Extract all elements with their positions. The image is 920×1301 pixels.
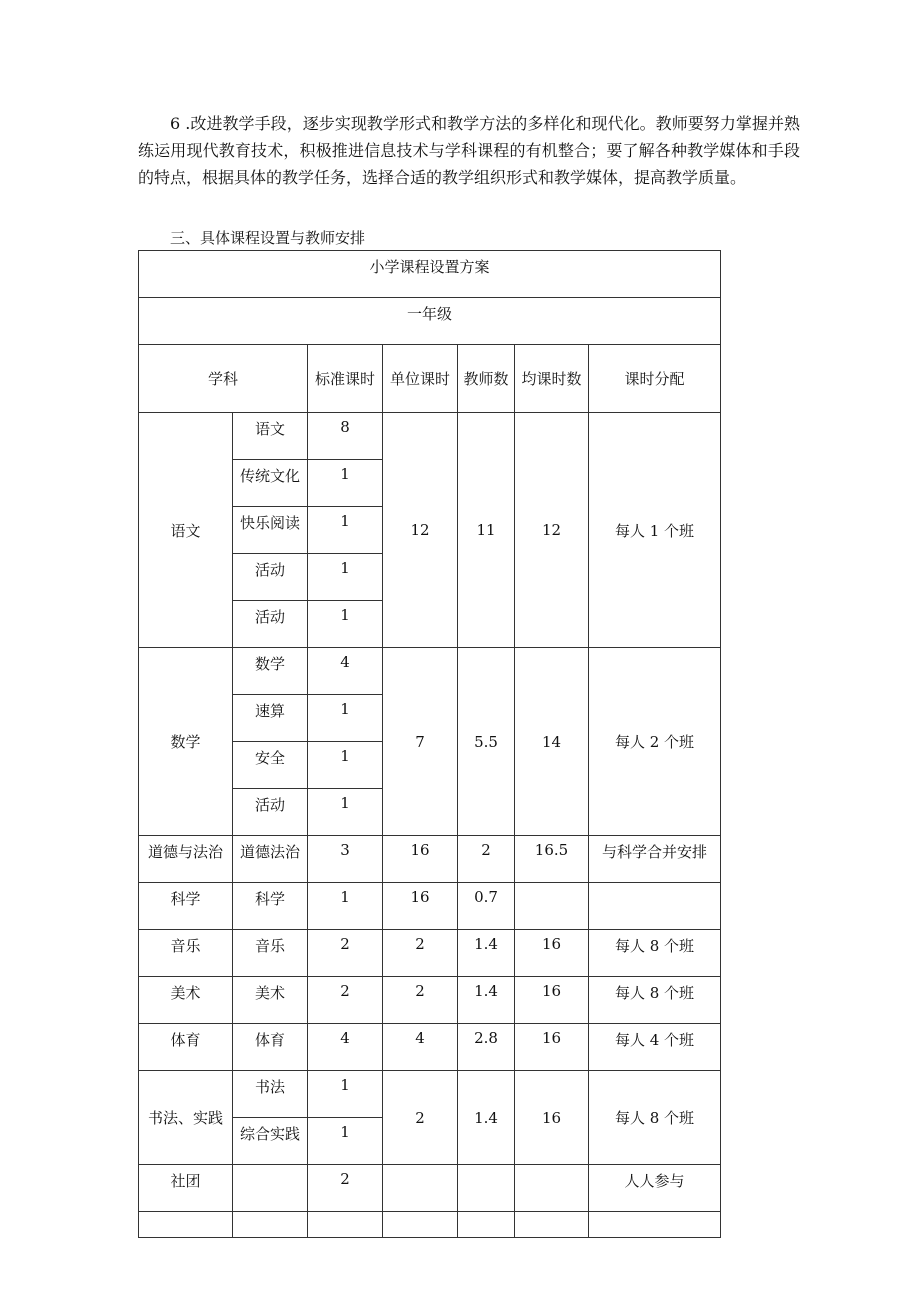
standard-hours: 2 <box>308 930 383 977</box>
allocation <box>589 883 721 930</box>
header-subject: 学科 <box>139 345 308 413</box>
standard-hours: 2 <box>308 1165 383 1212</box>
unit-hours: 7 <box>383 648 458 836</box>
subject-art: 美术 <box>139 977 233 1024</box>
standard-hours: 1 <box>308 883 383 930</box>
teacher-count: 1.4 <box>458 1071 515 1165</box>
empty-cell <box>308 1212 383 1238</box>
table-title-row <box>139 251 721 298</box>
table-row <box>139 1024 721 1071</box>
allocation: 每人 2 个班 <box>589 648 721 836</box>
body-paragraph: 6 .改进教学手段，逐步实现教学形式和教学方法的多样化和现代化。教师要努力掌握并熟练运用现代教育技术，积极推进信息技术与学科课程的有机整合；要了解各种教学媒体和手段的特点，根据具体的教学任务，选择合适的教学组织形式和教学媒体，提高教学质量。 <box>138 114 800 187</box>
subject-music: 音乐 <box>139 930 233 977</box>
empty-cell <box>458 1212 515 1238</box>
allocation: 每人 1 个班 <box>589 413 721 648</box>
table-row <box>139 977 721 1024</box>
allocation: 与科学合并安排 <box>589 836 721 883</box>
standard-hours: 4 <box>308 1024 383 1071</box>
standard-hours: 1 <box>308 601 383 648</box>
sub-subject: 语文 <box>233 413 308 460</box>
standard-hours: 1 <box>308 1118 383 1165</box>
table-row <box>139 648 721 695</box>
standard-hours: 1 <box>308 742 383 789</box>
unit-hours: 16 <box>383 883 458 930</box>
unit-hours: 2 <box>383 977 458 1024</box>
sub-subject: 道德法治 <box>233 836 308 883</box>
standard-hours: 1 <box>308 507 383 554</box>
standard-hours: 1 <box>308 695 383 742</box>
empty-row <box>139 1212 721 1238</box>
empty-cell <box>589 1212 721 1238</box>
sub-subject: 美术 <box>233 977 308 1024</box>
sub-subject: 活动 <box>233 601 308 648</box>
allocation: 每人 8 个班 <box>589 930 721 977</box>
unit-hours: 16 <box>383 836 458 883</box>
header-allocation: 课时分配 <box>589 345 721 413</box>
standard-hours: 1 <box>308 789 383 836</box>
teacher-count: 1.4 <box>458 930 515 977</box>
unit-hours: 4 <box>383 1024 458 1071</box>
subject-morality: 道德与法治 <box>139 836 233 883</box>
table-row <box>139 930 721 977</box>
standard-hours: 1 <box>308 554 383 601</box>
sub-subject: 科学 <box>233 883 308 930</box>
allocation: 每人 4 个班 <box>589 1024 721 1071</box>
empty-cell <box>233 1212 308 1238</box>
subject-chinese: 语文 <box>139 413 233 648</box>
sub-subject: 书法 <box>233 1071 308 1118</box>
avg-hours: 16 <box>515 930 589 977</box>
table-row <box>139 413 721 460</box>
header-avg-hours: 均课时数 <box>515 345 589 413</box>
grade-row <box>139 298 721 345</box>
unit-hours: 2 <box>383 930 458 977</box>
teacher-count: 0.7 <box>458 883 515 930</box>
standard-hours: 8 <box>308 413 383 460</box>
standard-hours: 4 <box>308 648 383 695</box>
table-row <box>139 883 721 930</box>
allocation: 每人 8 个班 <box>589 977 721 1024</box>
empty-cell <box>515 1212 589 1238</box>
allocation: 每人 8 个班 <box>589 1071 721 1165</box>
avg-hours: 16 <box>515 977 589 1024</box>
sub-subject <box>233 1165 308 1212</box>
sub-subject: 数学 <box>233 648 308 695</box>
table-row <box>139 836 721 883</box>
empty-cell <box>139 1212 233 1238</box>
header-standard-hours: 标准课时 <box>308 345 383 413</box>
section-heading: 三、具体课程设置与教师安排 <box>170 229 366 247</box>
avg-hours: 16 <box>515 1024 589 1071</box>
avg-hours <box>515 883 589 930</box>
sub-subject: 活动 <box>233 789 308 836</box>
subject-clubs: 社团 <box>139 1165 233 1212</box>
sub-subject: 快乐阅读 <box>233 507 308 554</box>
sub-subject: 传统文化 <box>233 460 308 507</box>
sub-subject: 安全 <box>233 742 308 789</box>
table-row <box>139 1165 721 1212</box>
teacher-count: 11 <box>458 413 515 648</box>
standard-hours: 2 <box>308 977 383 1024</box>
course-plan-table <box>138 250 721 1238</box>
teacher-count: 2.8 <box>458 1024 515 1071</box>
teacher-count: 5.5 <box>458 648 515 836</box>
sub-subject: 体育 <box>233 1024 308 1071</box>
standard-hours: 1 <box>308 460 383 507</box>
empty-cell <box>383 1212 458 1238</box>
header-row <box>139 345 721 413</box>
table-title: 小学课程设置方案 <box>139 251 721 298</box>
sub-subject: 速算 <box>233 695 308 742</box>
allocation: 人人参与 <box>589 1165 721 1212</box>
unit-hours: 2 <box>383 1071 458 1165</box>
sub-subject: 活动 <box>233 554 308 601</box>
standard-hours: 1 <box>308 1071 383 1118</box>
sub-subject: 音乐 <box>233 930 308 977</box>
grade-label: 一年级 <box>139 298 721 345</box>
sub-subject: 综合实践 <box>233 1118 308 1165</box>
header-unit-hours: 单位课时 <box>383 345 458 413</box>
table-row <box>139 1071 721 1118</box>
avg-hours: 12 <box>515 413 589 648</box>
avg-hours: 16.5 <box>515 836 589 883</box>
subject-science: 科学 <box>139 883 233 930</box>
avg-hours: 16 <box>515 1071 589 1165</box>
teacher-count: 2 <box>458 836 515 883</box>
avg-hours: 14 <box>515 648 589 836</box>
header-teachers: 教师数 <box>458 345 515 413</box>
avg-hours <box>515 1165 589 1212</box>
teacher-count: 1.4 <box>458 977 515 1024</box>
standard-hours: 3 <box>308 836 383 883</box>
subject-calligraphy: 书法、实践 <box>139 1071 233 1165</box>
unit-hours <box>383 1165 458 1212</box>
unit-hours: 12 <box>383 413 458 648</box>
subject-math: 数学 <box>139 648 233 836</box>
subject-pe: 体育 <box>139 1024 233 1071</box>
teacher-count <box>458 1165 515 1212</box>
